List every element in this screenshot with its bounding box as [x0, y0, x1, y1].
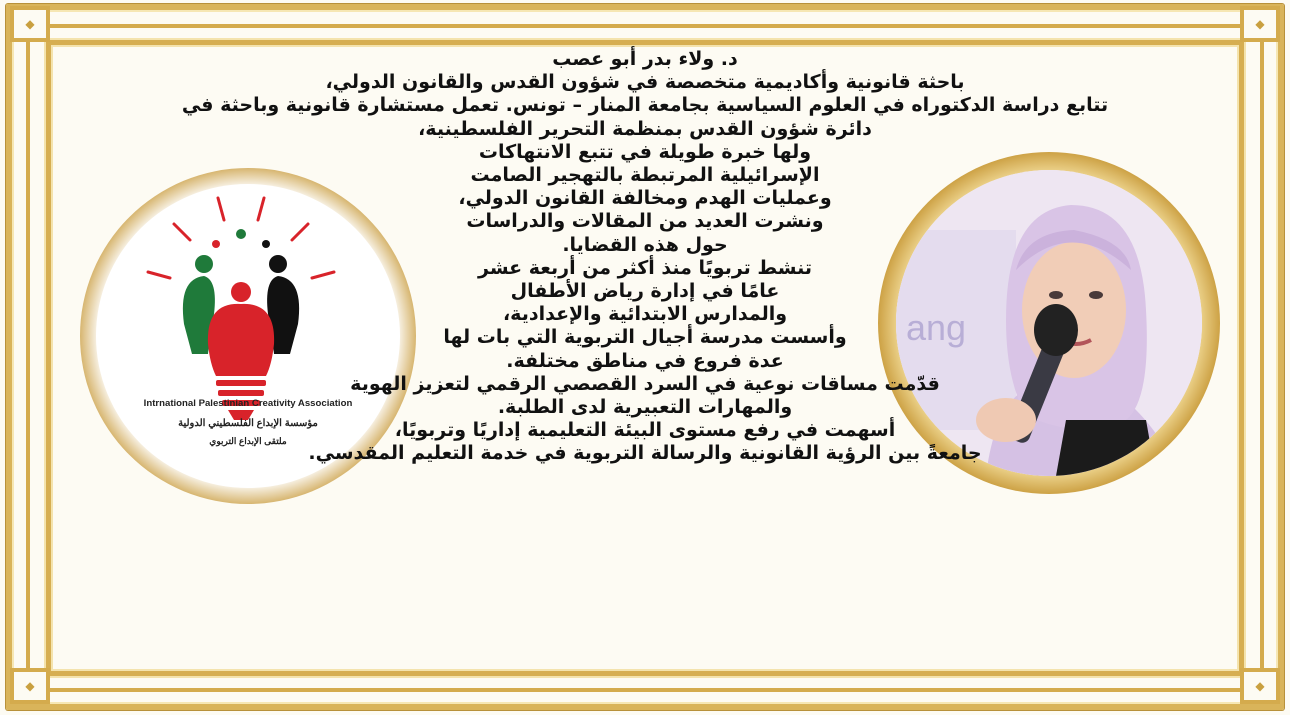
bio-line: عامًا في إدارة رياض الأطفال	[510, 280, 780, 303]
corner-ornament-top-left: ◆	[10, 6, 50, 42]
top-border-line	[46, 24, 1244, 28]
bio-line: وأسست مدرسة أجيال التربوية التي بات لها	[443, 326, 847, 349]
bio-line: والمهارات التعبيرية لدى الطلبة.	[497, 396, 793, 419]
bio-line: ولها خبرة طويلة في تتبع الانتهاكات	[478, 140, 812, 163]
bio-name: د. ولاء بدر أبو عصب	[552, 48, 738, 70]
left-border-line	[26, 40, 30, 676]
bio-line: ونشرت العديد من المقالات والدراسات	[466, 210, 824, 233]
bio-line: وعمليات الهدم ومخالفة القانون الدولي،	[458, 187, 832, 210]
bio-line: والمدارس الابتدائية والإعدادية،	[502, 303, 788, 326]
corner-ornament-bottom-left: ◆	[10, 668, 50, 704]
bio-line: عدة فروع في مناطق مختلفة.	[506, 349, 784, 372]
bio-line: أسهمت في رفع مستوى البيئة التعليمية إداريًا وتربويًا،	[394, 419, 896, 442]
bio-line: جامعةً بين الرؤية القانونية والرسالة التربوية في خدمة التعليم المقدسي.	[308, 442, 982, 465]
corner-ornament-top-right: ◆	[1240, 6, 1280, 42]
bio-line: تتابع دراسة الدكتوراه في العلوم السياسية بجامعة المنار – تونس. تعمل مستشارة قانونية وباحثة في	[181, 94, 1109, 117]
logo-arabic-name: مؤسسة الإبداع الفلسطيني الدولية	[178, 418, 318, 429]
biography-text	[62, 48, 1228, 466]
right-border-line	[1260, 40, 1264, 676]
bottom-border-line	[46, 688, 1244, 692]
corner-ornament-bottom-right: ◆	[1240, 668, 1280, 704]
bio-line: باحثة قانونية وأكاديمية متخصصة في شؤون القدس والقانون الدولي،	[325, 71, 965, 94]
bio-line: الإسرائيلية المرتبطة بالتهجير الصامت	[470, 164, 820, 187]
svg-text:ang: ang	[906, 307, 967, 348]
logo-arabic-forum: ملتقى الإبداع التربوي	[209, 436, 287, 446]
logo-english-name: Intrnational Palestinian Creativity Association	[143, 398, 353, 409]
bio-line: دائرة شؤون القدس بمنظمة التحرير الفلسطينية،	[418, 117, 872, 140]
bio-line: قدّمت مساقات نوعية في السرد القصصي الرقمي لتعزيز الهوية	[350, 372, 940, 395]
bio-line: حول هذه القضايا.	[562, 233, 728, 256]
bio-line: تنشط تربويًا منذ أكثر من أربعة عشر	[478, 256, 812, 279]
